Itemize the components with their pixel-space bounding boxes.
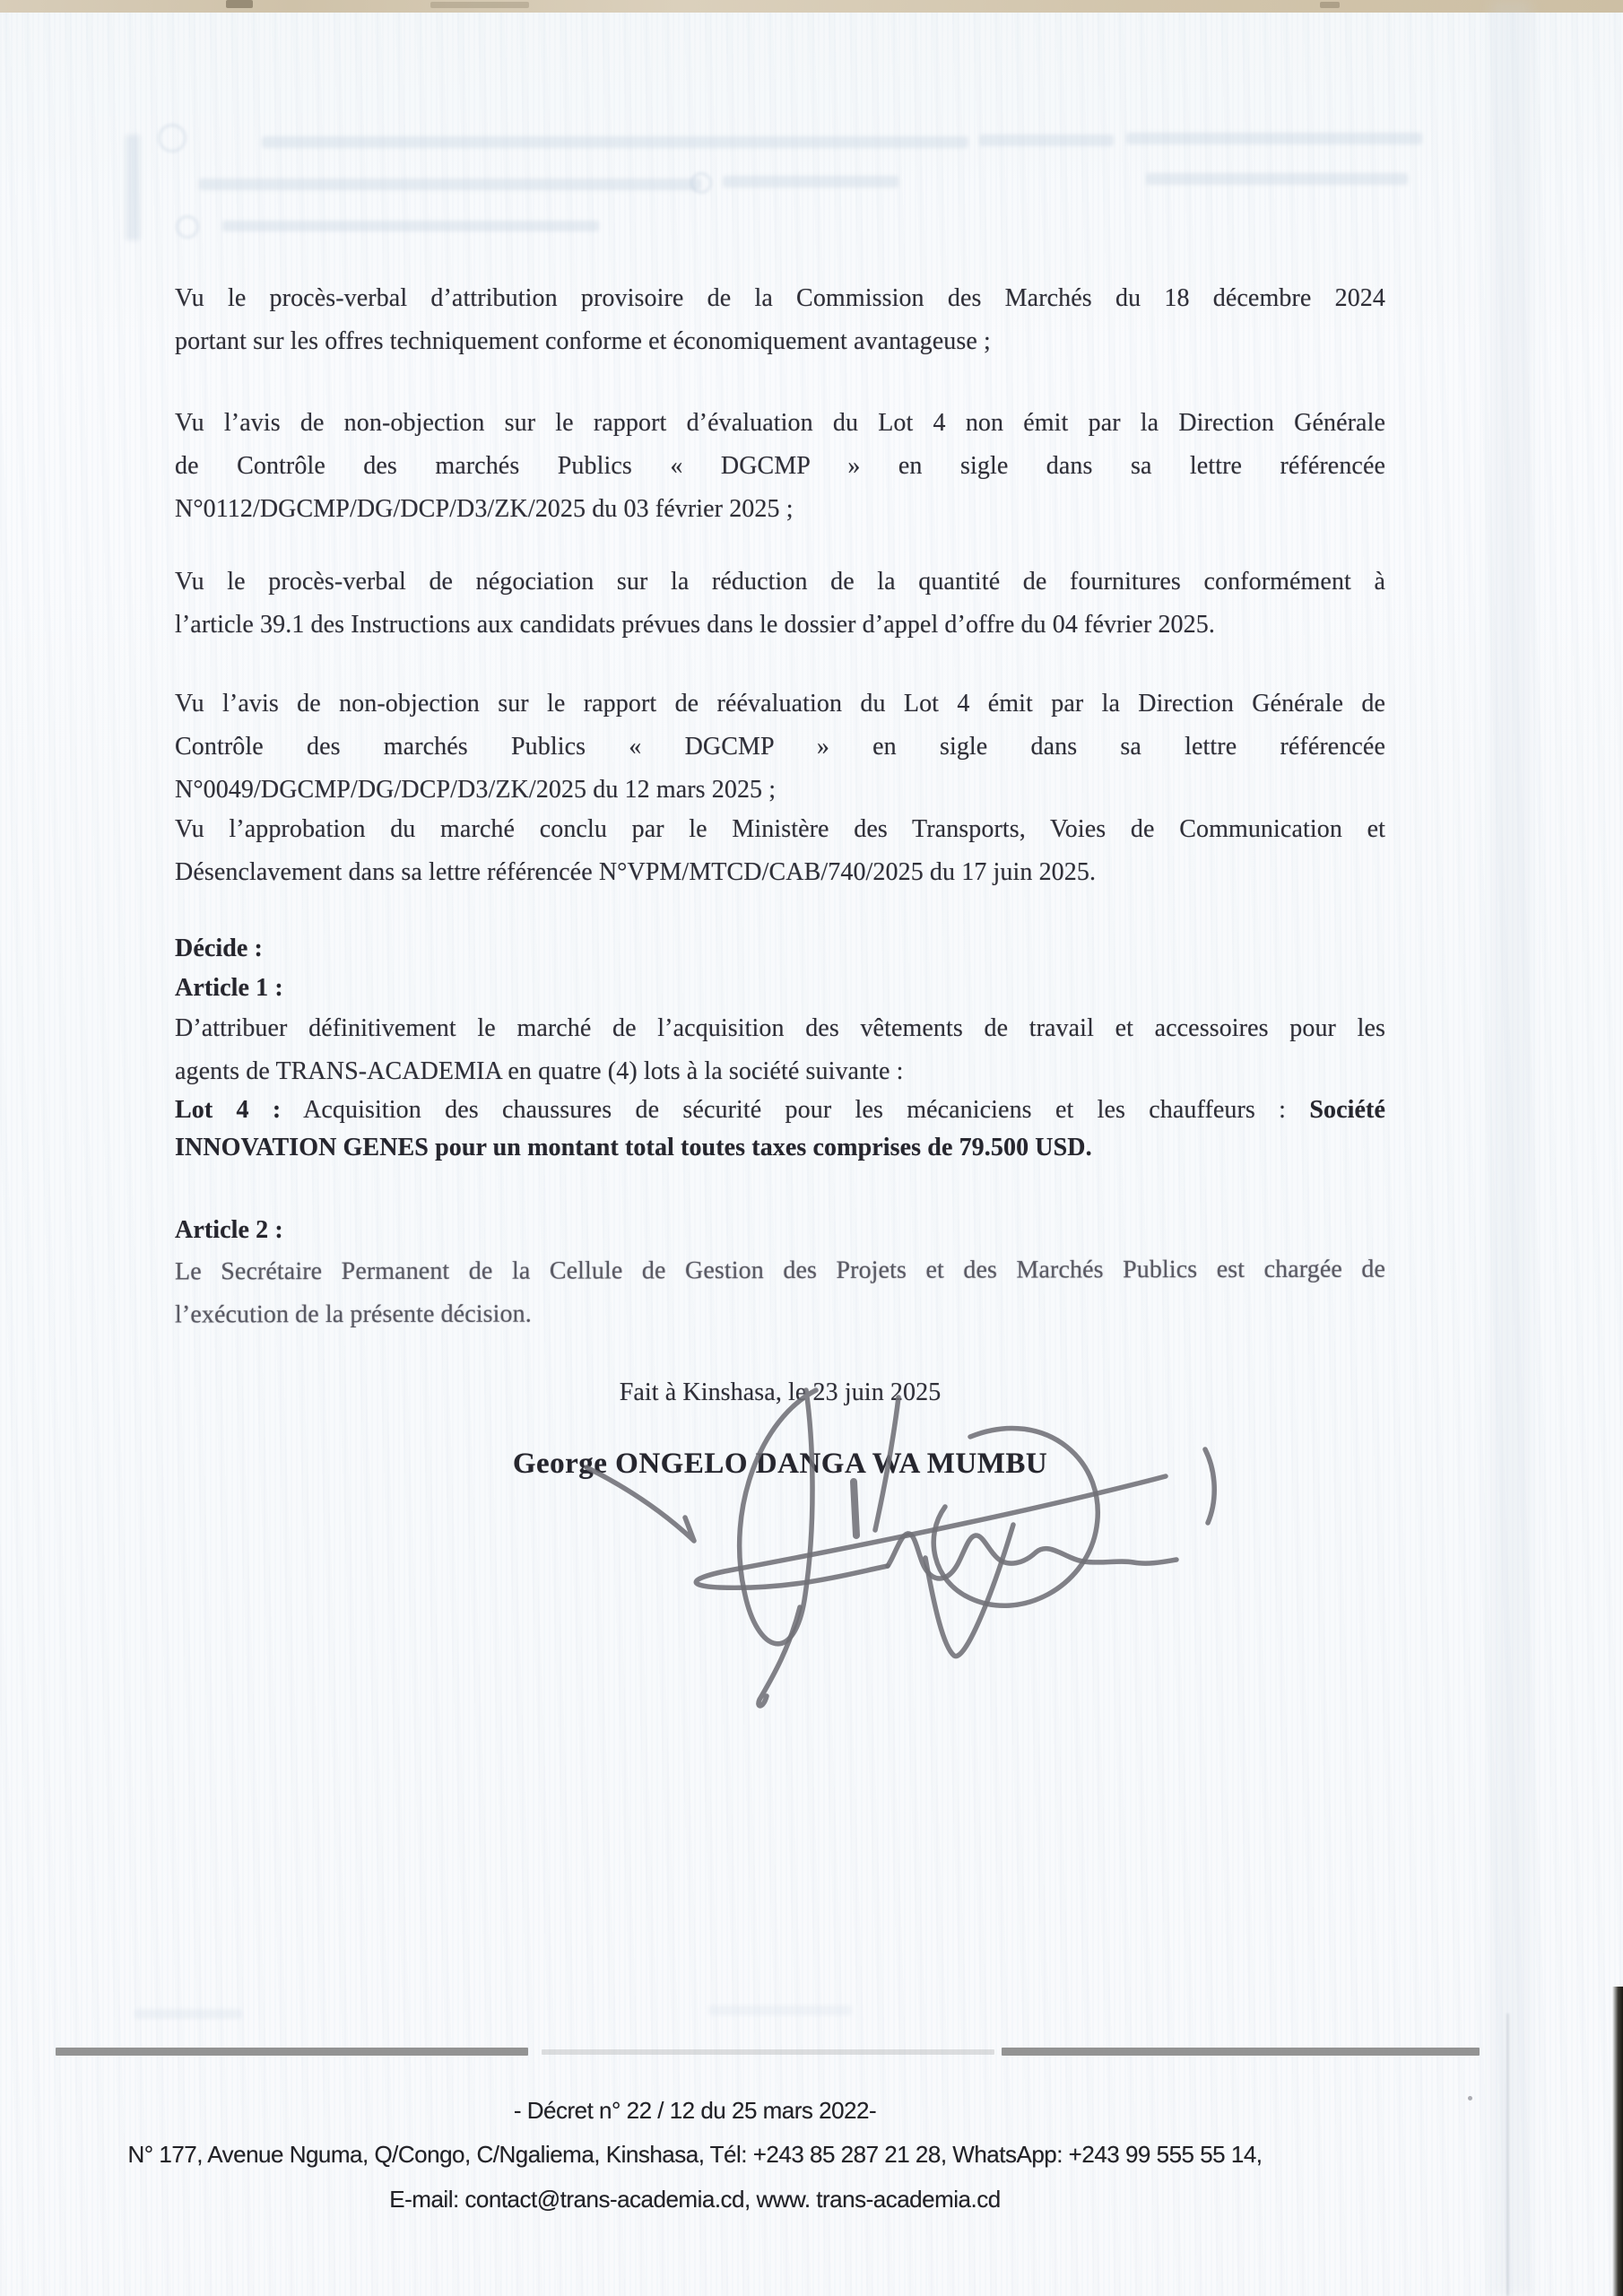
article2-body-line: l’exécution de la présente décision.	[174, 1300, 532, 1329]
bleed-through-mark	[135, 2009, 242, 2019]
signature-stroke	[888, 1534, 1176, 1578]
bleed-through-mark	[222, 221, 599, 231]
bleed-through-mark	[1126, 133, 1422, 144]
lot4-line	[175, 1089, 1385, 1132]
article2-body-line: Le Secrétaire Permanent de la Cellule de Gestion des Projets et des Marchés Publics est chargée de	[174, 1255, 1386, 1286]
bleed-through-mark	[979, 135, 1114, 146]
recital-line: Contrôle des marchés Publics « DGCMP » en sigle dans sa lettre référencée	[175, 733, 1385, 761]
signatory-name: George ONGELO DANGA WA MUMBU	[512, 1448, 1048, 1480]
recital-line: portant sur les offres techniquement conforme et économiquement avantageuse ;	[175, 327, 991, 355]
footer-email-web: E-mail: contact@trans-academia.cd, www. trans-academia.cd	[389, 2186, 1001, 2213]
signature-scribble	[583, 1381, 1228, 1767]
recital-line: Vu le procès-verbal de négociation sur la réduction de la quantité de fournitures conformément à	[175, 568, 1385, 596]
recital-line: Vu l’avis de non-objection sur le rapport de réévaluation du Lot 4 émit par la Direction Générale de	[175, 690, 1385, 718]
footer-rule-right	[1002, 2048, 1480, 2056]
recital-line: Désenclavement dans sa lettre référencée N°VPM/MTCD/CAB/740/2025 du 17 juin 2025.	[175, 858, 1097, 886]
lot4-company-start: Société	[1309, 1096, 1385, 1124]
bleed-through-mark	[158, 124, 187, 152]
recital-line: l’article 39.1 des Instructions aux candidats prévues dans le dossier d’appel d’offre du 04 février 2025.	[175, 611, 1215, 639]
scanner-top-smudge	[430, 2, 529, 8]
footer-rule-left	[56, 2048, 528, 2056]
signature-stroke	[875, 1397, 898, 1530]
recital-line: Vu l’avis de non-objection sur le rapport d’évaluation du Lot 4 non émit par la Direction Générale	[175, 409, 1385, 437]
lot4-label: Lot 4 :	[175, 1096, 282, 1124]
signature-stroke	[933, 1428, 1098, 1605]
footer-address: N° 177, Avenue Nguma, Q/Congo, C/Ngaliema, Kinshasa, Tél: +243 85 287 21 28, WhatsApp: +243 99 555 55 14,	[127, 2141, 1263, 2168]
decide-heading: Décide :	[175, 935, 263, 962]
bleed-through-mark	[126, 135, 140, 240]
footer-rule-middle	[542, 2049, 994, 2055]
scanner-top-smudge	[226, 0, 253, 8]
recital-line: N°0049/DGCMP/DG/DCP/D3/ZK/2025 du 12 mars 2025 ;	[175, 776, 777, 804]
bleed-through-mark	[690, 172, 712, 194]
lot4-text: Acquisition des chaussures de sécurité pour les mécaniciens et les chauffeurs :	[281, 1096, 1310, 1124]
bleed-through-mark	[199, 178, 701, 190]
recital-line: de Contrôle des marchés Publics « DGCMP » en sigle dans sa lettre référencée	[175, 452, 1385, 480]
bleed-through-mark	[708, 2005, 852, 2015]
scanner-top-smudge	[1320, 2, 1340, 8]
signature-stroke	[740, 1390, 816, 1644]
paper-crease	[1490, 0, 1532, 2296]
recital-line: N°0112/DGCMP/DG/DCP/D3/ZK/2025 du 03 février 2025 ;	[175, 495, 794, 523]
article1-heading: Article 1 :	[175, 974, 283, 1002]
signature-stroke	[759, 1607, 800, 1706]
signature-stroke	[1205, 1449, 1214, 1523]
signature-stroke	[586, 1467, 694, 1541]
bleed-through-mark	[262, 136, 968, 148]
article2-heading: Article 2 :	[175, 1216, 283, 1244]
recital-line: Vu l’approbation du marché conclu par le Ministère des Transports, Voies de Communication et	[175, 815, 1385, 843]
paper-speck	[1468, 2096, 1472, 2100]
article1-body-line: D’attribuer définitivement le marché de l’acquisition des vêtements de travail et accessoires pour les	[175, 1014, 1385, 1042]
bleed-through-mark	[723, 176, 898, 187]
paper-crease	[1506, 2013, 1509, 2296]
place-date-line: Fait à Kinshasa, le 23 juin 2025	[619, 1378, 942, 1406]
lot4-amount-line: INNOVATION GENES pour un montant total toutes taxes comprises de 79.500 USD.	[175, 1134, 1092, 1161]
footer-decree: - Décret n° 22 / 12 du 25 mars 2022-	[513, 2097, 877, 2124]
bleed-through-mark	[1146, 173, 1408, 185]
article1-body-line: agents de TRANS-ACADEMIA en quatre (4) lots à la société suivante :	[175, 1057, 904, 1085]
recital-line: Vu le procès-verbal d’attribution provisoire de la Commission des Marchés du 18 décembre 2024	[175, 284, 1385, 312]
bleed-through-mark	[176, 215, 199, 239]
signature-stroke	[854, 1482, 856, 1535]
scanner-edge-right	[1612, 1987, 1623, 2296]
